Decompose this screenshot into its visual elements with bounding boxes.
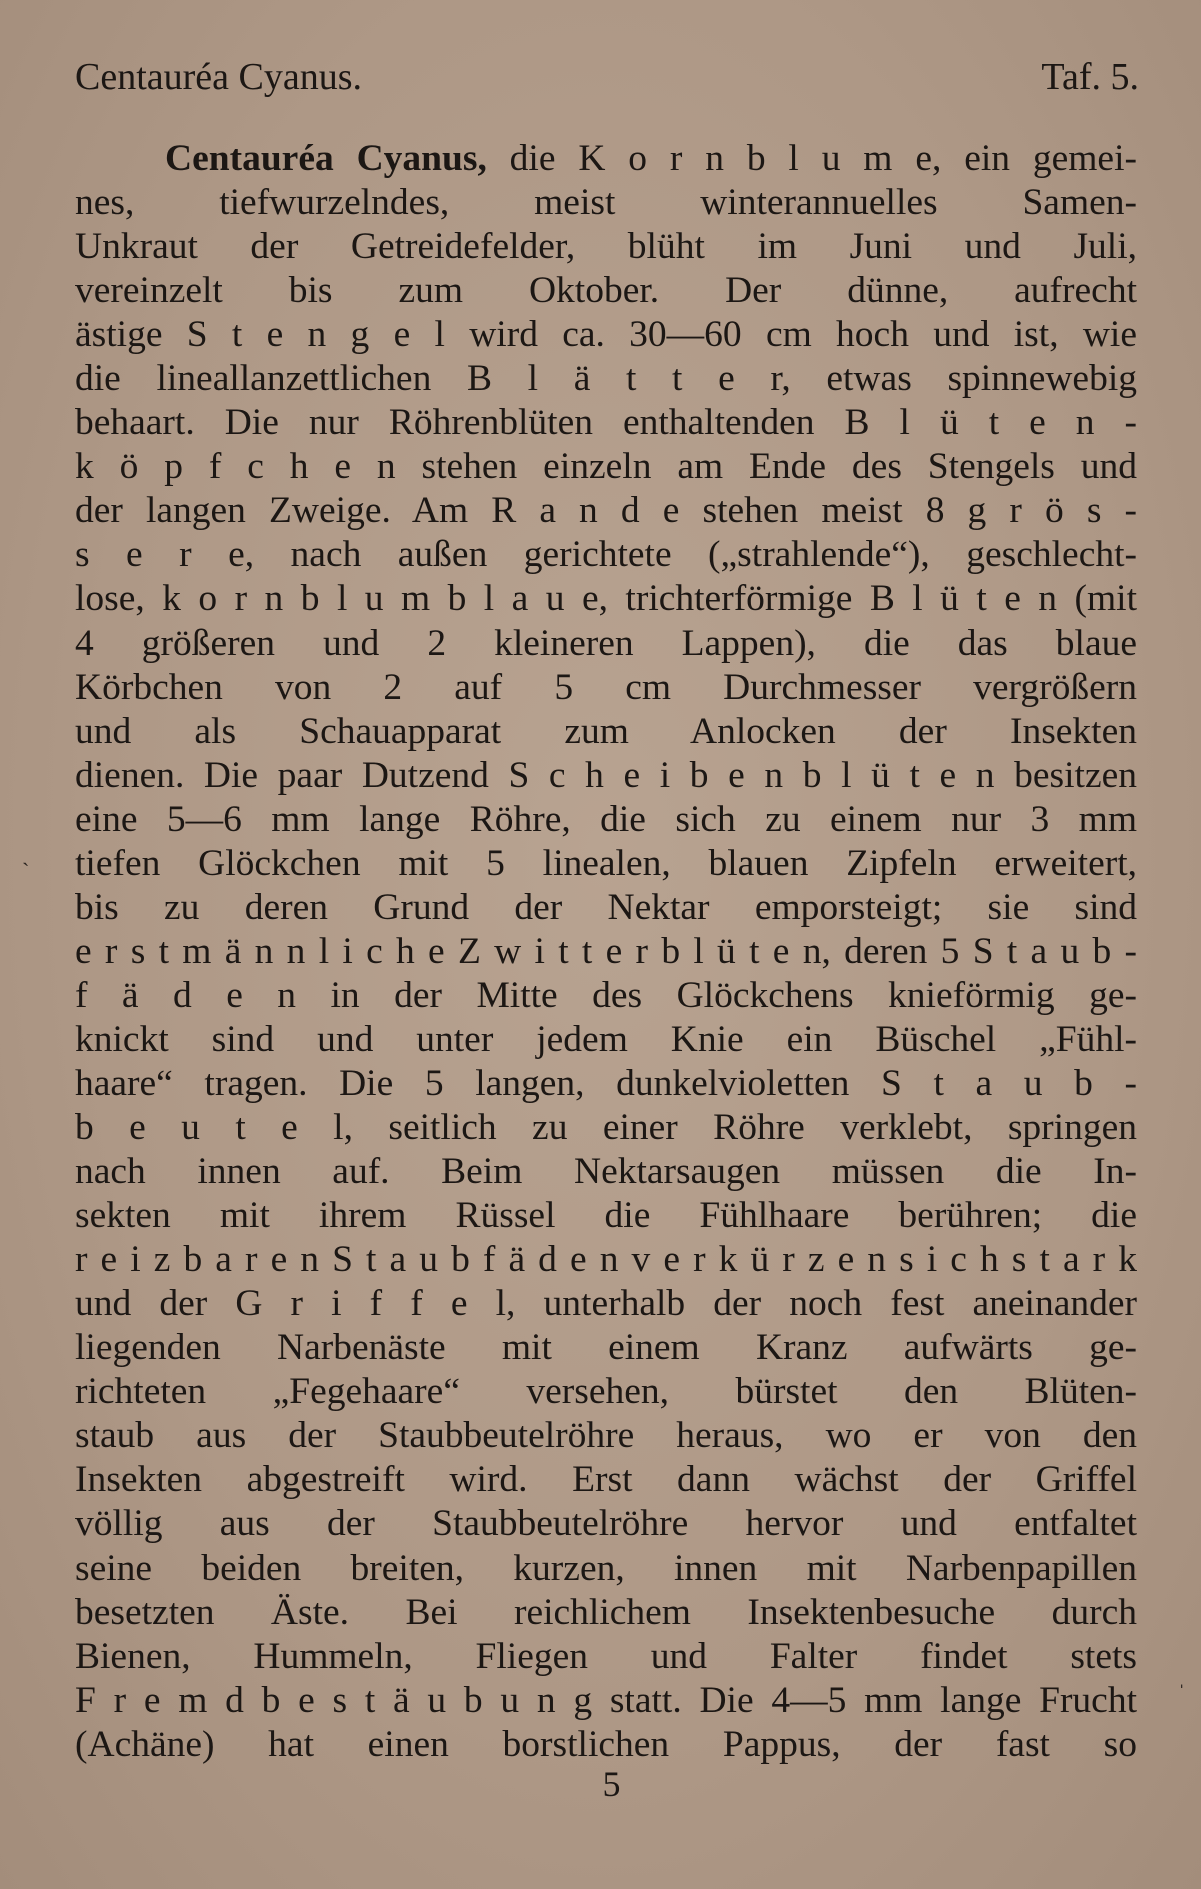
text-line-content: Unkraut der Getreidefelder, blüht im Juni und Juli, [75,226,1137,268]
text-line [75,1194,1137,1238]
text-line [75,357,1137,401]
text-line-content: staub aus der Staubbeutelröhre heraus, wo er von den [75,1415,1137,1457]
text-line [75,886,1137,930]
text-line [75,1458,1137,1502]
text-line [75,489,1137,533]
text-line-content: k ö p f c h e n stehen einzeln am Ende des Stengels und [75,446,1137,488]
text-line [75,1679,1137,1723]
text-line-content: Körbchen von 2 auf 5 cm Durchmesser vergrößern [75,666,1137,708]
text-line [75,1282,1137,1326]
text-line-content: nach innen auf. Beim Nektarsaugen müssen die In- [75,1151,1137,1193]
text-line [75,666,1137,710]
text-line [75,798,1137,842]
running-head [75,52,1139,102]
margin-mark: ˋ [22,858,30,883]
text-line-content: f ä d e n in der Mitte des Glöckchens knieförmig ge- [75,974,1137,1016]
body-text [75,137,1137,1767]
text-line [75,1591,1137,1635]
text-line-content: F r e m d b e s t ä u b u n g statt. Die 4—5 mm lange Frucht [75,1679,1137,1721]
text-line [75,533,1137,577]
text-line-content: dienen. Die paar Dutzend S c h e i b e n b l ü t e n besitzen [75,754,1137,796]
text-line-content: lose, k o r n b l u m b l a u e, trichterförmige B l ü t e n (mit [75,578,1137,620]
text-line-content: seine beiden breiten, kurzen, innen mit Narbenpapillen [75,1547,1137,1589]
text-line-content: richteten „Fegehaare“ versehen, bürstet den Blüten- [75,1371,1137,1413]
text-line [75,1370,1137,1414]
text-line-content: haare“ tragen. Die 5 langen, dunkelvioletten S t a u b - [75,1062,1137,1104]
text-line [75,1106,1137,1150]
text-line-content: besetzten Äste. Bei reichlichem Insektenbesuche durch [75,1591,1137,1633]
text-line [75,181,1137,225]
text-line-content: und als Schauapparat zum Anlocken der Insekten [75,710,1137,752]
text-line [75,754,1137,798]
text-line [75,842,1137,886]
text-line [75,1723,1137,1767]
text-line [75,622,1137,666]
text-line-content: ästige S t e n g e l wird ca. 30—60 cm hoch und ist, wie [75,314,1137,356]
text-line [75,1547,1137,1591]
text-line-content: knickt sind und unter jedem Knie ein Büschel „Fühl- [75,1018,1137,1060]
text-line [75,225,1137,269]
text-line [75,710,1137,754]
text-line-content: behaart. Die nur Röhrenblüten enthaltenden B l ü t e n - [75,402,1137,444]
text-line [75,269,1137,313]
text-line [75,1238,1137,1282]
text-line-content: s e r e, nach außen gerichtete („strahlende“), geschlecht- [75,534,1137,576]
text-line [75,1326,1137,1370]
text-line-content: der langen Zweige. Am R a n d e stehen meist 8 g r ö s - [75,490,1137,532]
text-line [75,577,1137,621]
text-line [75,1502,1137,1546]
text-line-content: sekten mit ihrem Rüssel die Fühlhaare berühren; die [75,1195,1137,1237]
text-line [75,313,1137,357]
text-line-content: 4 größeren und 2 kleineren Lappen), die das blaue [75,622,1137,664]
text-line-content: die lineallanzettlichen B l ä t t e r, etwas spinnewebig [75,358,1137,400]
text-line-content: Bienen, Hummeln, Fliegen und Falter findet stets [75,1635,1137,1677]
text-line [75,137,1137,181]
text-line-content: die K o r n b l u m e, ein gemei- [486,138,1137,179]
text-line-content: eine 5—6 mm lange Röhre, die sich zu einem nur 3 mm [75,798,1137,840]
running-head-plate-number: Taf. 5. [1041,56,1139,98]
text-line-content: nes, tiefwurzelndes, meist winterannuelles Samen- [75,182,1137,224]
text-line-content: vereinzelt bis zum Oktober. Der dünne, aufrecht [75,270,1137,312]
text-line-content: Insekten abgestreift wird. Erst dann wächst der Griffel [75,1459,1137,1501]
text-line [75,1414,1137,1458]
text-line [75,1150,1137,1194]
text-line-content: e r s t m ä n n l i c h e Z w i t t e r b l ü t e n, deren 5 S t a u b - [75,930,1137,972]
text-line-content: (Achäne) hat einen borstlichen Pappus, der fast so [75,1723,1137,1765]
text-line [75,1062,1137,1106]
page-number: 5 [602,1764,621,1804]
running-head-title: Centauréa Cyanus. [75,56,363,98]
text-line-content: liegenden Narbenäste mit einem Kranz aufwärts ge- [75,1327,1137,1369]
margin-mark: ˈ [1178,1680,1186,1705]
text-line [75,974,1137,1018]
text-line-content: tiefen Glöckchen mit 5 linealen, blauen Zipfeln erweitert, [75,842,1137,884]
text-line-content: b e u t e l, seitlich zu einer Röhre verklebt, springen [75,1107,1137,1149]
text-line-content: bis zu deren Grund der Nektar emporsteigt; sie sind [75,886,1137,928]
text-line [75,401,1137,445]
text-line-content: und der G r i f f e l, unterhalb der noch fest aneinander [75,1283,1137,1325]
text-line-content: r e i z b a r e n S t a u b f ä d e n v e r k ü r z e n s i c h s t a r k [75,1239,1137,1281]
text-line [75,930,1137,974]
text-line [75,1018,1137,1062]
species-name-bold: Centauréa Cyanus, [165,138,487,179]
text-line-content: völlig aus der Staubbeutelröhre hervor und entfaltet [75,1503,1137,1545]
text-line [75,445,1137,489]
text-line [75,1635,1137,1679]
